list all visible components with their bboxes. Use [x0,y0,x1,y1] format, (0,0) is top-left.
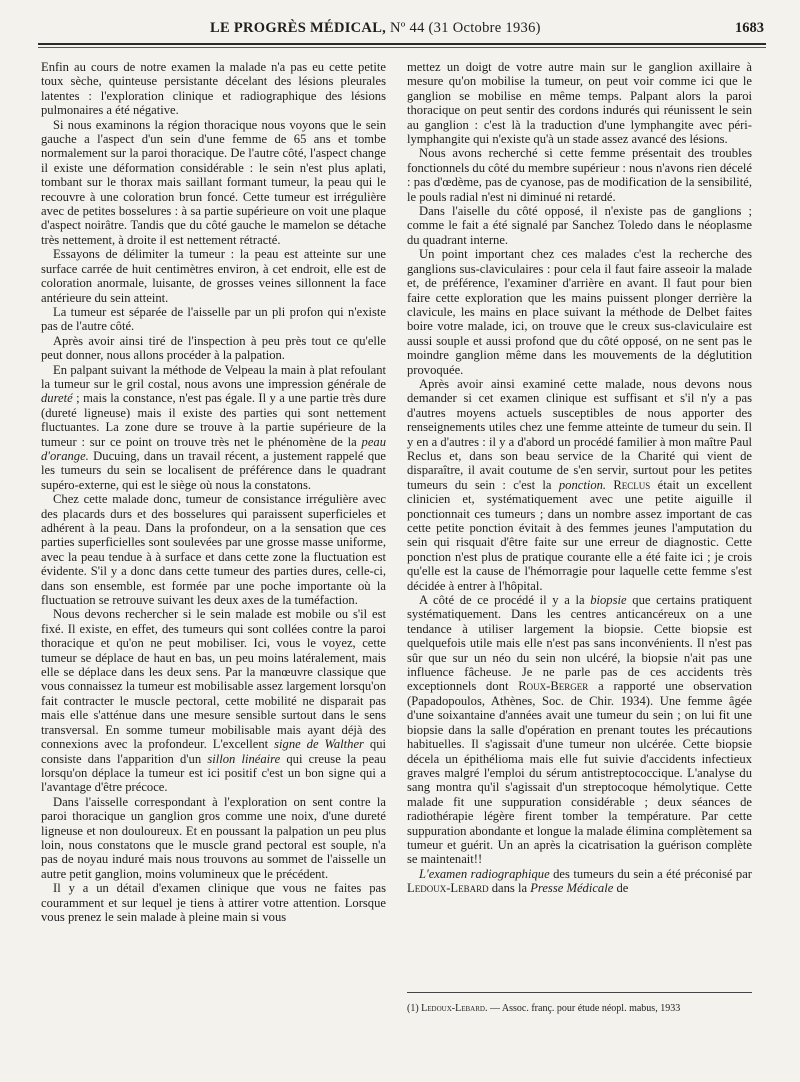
paragraph: A côté de ce procédé il y a la biopsie que certains pratiquent systématiquement. Dans les centres anticancéreux on a une tendance à utiliser largement la biopsie. Cette biopsie est quelquefois utile mais elle n'est pas sans inconvénients. Il n'est pas sûr que sur un néo du sein non ulcéré, la biopsie n'ait pas une influence fâcheuse. Je ne parle pas de ces accidents très exceptionnels dont Roux-Berger a rapporté une observation (Papadopoulos, Athènes, Soc. de Chir. 1934). Une femme âgée d'une soixantaine d'années avait une tumeur du sein ; on lui fit une biopsie dans la salle d'opération en prenant toutes les précautions habituelles. Il s'agissait d'une tumeur non ulcérée. Cette biopsie décela un épithélioma mais elle fut suivie d'accidents infectieux graves malgré l'emploi du sérum antistreptococcique. L'analyse du sang montra qu'il s'agissait d'un streptocoque hémolytique. Cette malade fit une suppuration considérable ; deux séances de radiothérapie légère firent tomber la température. Par cette suppuration abondante et longue la malade élimina complètement sa tumeur et guérit. Un an après la cicatrisation la guérison complète se maintenait!! [407,593,752,867]
paragraph: Nous avons recherché si cette femme présentait des troubles fonctionnels du côté du membre supérieur : nous n'avons rien décelé : pas d'œdème, pas de cyanose, pas de modification de la sensibilité, le pouls radial n'est ni diminué ni retardé. [407,146,752,204]
running-header [40,20,764,42]
page-number: 1683 [735,20,764,36]
left-column [41,60,386,1050]
footnote-rule [407,992,752,993]
header-rule-thin [38,47,766,48]
paragraph: Un point important chez ces malades c'est la recherche des ganglions sus-claviculaires : pour cela il faut faire asseoir la malade et, de préférence, l'examiner d'arrière en avant. Il faut pour bien faire cette exploration que les mains puissent plonger derrière la clavicule, les mains en place suivant la méthode de Delbet faites boire votre malade, ici, on trouve que le creux sus-claviculaire est aussi souple et aussi profond que du côté opposé, on ne sent pas le moindre ganglion même dans les mouvements de la déglutition provoquée. [407,247,752,377]
right-column [407,60,752,985]
paragraph: Après avoir ainsi tiré de l'inspection à peu près tout ce qu'elle peut donner, nous allons procéder à la palpation. [41,333,386,363]
paragraph: La tumeur est séparée de l'aisselle par un pli profon qui n'existe pas de l'autre côté. [41,304,386,334]
paragraph: mettez un doigt de votre autre main sur le ganglion axillaire à mesure qu'on mobilise la tumeur, on peut voir comme ici que le ganglion se mobilise en même temps. Palpant alors la paroi thoracique on peut sentir des cordons indurés qui réunissent le sein au ganglion : c'est là la traduction d'une lymphangite avec péri-lymphangite qui n'existe qu'à un stade assez avancé des lésions. [407,60,752,147]
paragraph: Enfin au cours de notre examen la malade n'a pas eu cette petite toux sèche, quinteuse persistante décelant des lésions pleurales latentes : l'exploration clinique et radiographique des lésions pulmonaires a été négative. [41,60,386,118]
header-rule [38,43,766,45]
footnote: (1) Ledoux-Lebard. — Assoc. franç. pour étude néopl. mabus, 1933 [407,1003,681,1014]
paragraph: Dans l'aisselle correspondant à l'exploration on sent contre la paroi thoracique un ganglion gros comme une noix, d'une dureté ligneuse et non douloureux. Et en poussant la palpation un peu plus loin, nous constatons que le muscle grand pectoral est souple, n'a pas de noyau induré mais nous trouvons au sommet de l'aisselle un autre petit ganglion, moins volumineux que le précédent. [41,794,386,881]
paragraph: Chez cette malade donc, tumeur de consistance irrégulière avec des placards durs et des bosselures qui paraissent superficieles et adhérent à la peau. Dans la profondeur, on a la sensation que ces parties superficielles sont soulevées par une grosse masse uniforme, avec la peau tendue à à surface et dans cette zone la fluctuation est évidente. S'il y a donc dans cette tumeur des parties dures, celle-ci, dans son ensemble, est formée par une poche importante où la fluctuation se retrouve suivant les deux axes de la tuméfaction. [41,492,386,608]
paragraph: Il y a un détail d'examen clinique que vous ne faites pas couramment et sur lequel je tiens à attirer votre attention. Lorsque vous prenez le sein malade à pleine main si vous [41,881,386,924]
paragraph: En palpant suivant la méthode de Velpeau la main à plat refoulant la tumeur sur le gril costal, nous avons une impression générale de dureté ; mais la constance, n'est pas égale. Il y a une partie très dure (dureté ligneuse) mais il existe des parties qui sont nettement fluctuantes. La zone dure se trouve à la partie supérieure de la tumeur : sur ce point on trouve très net le phénomène de la peau d'orange. Ducuing, dans un travail récent, a justement rappelé que les tumeurs du sein se localisent de préférence dans le quadrant supéro-externe, qui est le siège où nous la constatons. [41,362,386,492]
journal-title: LE PROGRÈS MÉDICAL, Nº 44 (31 Octobre 1936) [210,20,541,36]
paragraph: Essayons de délimiter la tumeur : la peau est atteinte sur une surface carrée de huit centimètres environ, à cet endroit, elle est de coloration anormale, luisante, de grosses veines sillonnent la face antérieure du sein atteint. [41,247,386,305]
paragraph: Dans l'aiselle du côté opposé, il n'existe pas de ganglions ; comme le fait a été signalé par Sanchez Toledo dans le néoplasme du quadrant interne. [407,204,752,247]
paragraph: Si nous examinons la région thoracique nous voyons que le sein gauche a l'aspect d'un sein d'une femme de 65 ans et tombe normalement sur la paroi thoracique. De l'autre côté, l'aspect change il existe une déformation considérable : le sein n'est plus aplati, tombant sur le thorax mais saillant formant tumeur, la peau qui le recouvre à une coloration brun foncé. Cette tumeur est irrégulière avec de petites bosselures : à sa partie supérieure on voit une plaque d'aspect noirâtre. Tandis que du côté gauche le mamelon se détache très nettement, à droite il est nettement rétracté. [41,117,386,247]
paragraph: L'examen radiographique des tumeurs du sein a été préconisé par Ledoux-Lebard dans la Presse Médicale de [407,866,752,896]
paragraph: Après avoir ainsi examiné cette malade, nous devons nous demander si cet examen clinique est suffisant et s'il n'y a pas d'autres moyens actuels susceptibles de nous apporter des renseignements utiles chez une femme atteinte de tumeur du sein. Il y en a d'autres : il y a d'abord un procédé familier à mon maître Paul Reclus et, dans son beau service de la Charité qui vient de disparaître, il avait coutume de s'en servir, surtout pour les petites tumeurs du sein : c'est la ponction. Reclus était un excellent clinicien et, systématiquement avec une petite aiguille il ponctionnait ces tumeurs ; dans un nombre assez important de cas cette petite ponction évitait à des femmes jeunes l'amputation du sein qui risquait d'être faite sur une erreur de diagnostic. Cette ponction n'est plus de pratique courante elle a été faite ici ; je crois qu'elle est la cause de l'hémorragie pour laquelle cette femme s'est décidée à entrer à l'hôpital. [407,376,753,593]
paragraph: Nous devons rechercher si le sein malade est mobile ou s'il est fixé. Il existe, en effet, des tumeurs qui sont collées contre la paroi thoracique et qu'on ne peut mobiliser. Ici, vous le voyez, cette tumeur se déplace de haut en bas, un peu moins latéralement, mais elle se déplace dans les deux sens. Par la manœuvre classique que vous connaissez la tumeur est mobilisable assez largement lorsqu'on fait contracter le muscle pectoral, cette mobilité ne disparait pas mais elle s'atténue dans une mesure sensible surtout dans le sens transversal. En somme tumeur mobilisable mais ayant déjà des connexions avec la profondeur. L'excellent signe de Walther qui consiste dans l'apparition d'un sillon linéaire qui creuse la peau lorsqu'on déplace la tumeur est ici positif c'est un bon signe qui a l'avantage d'être précoce. [41,607,387,795]
issue-info: Nº 44 (31 Octobre 1936) [386,20,541,36]
